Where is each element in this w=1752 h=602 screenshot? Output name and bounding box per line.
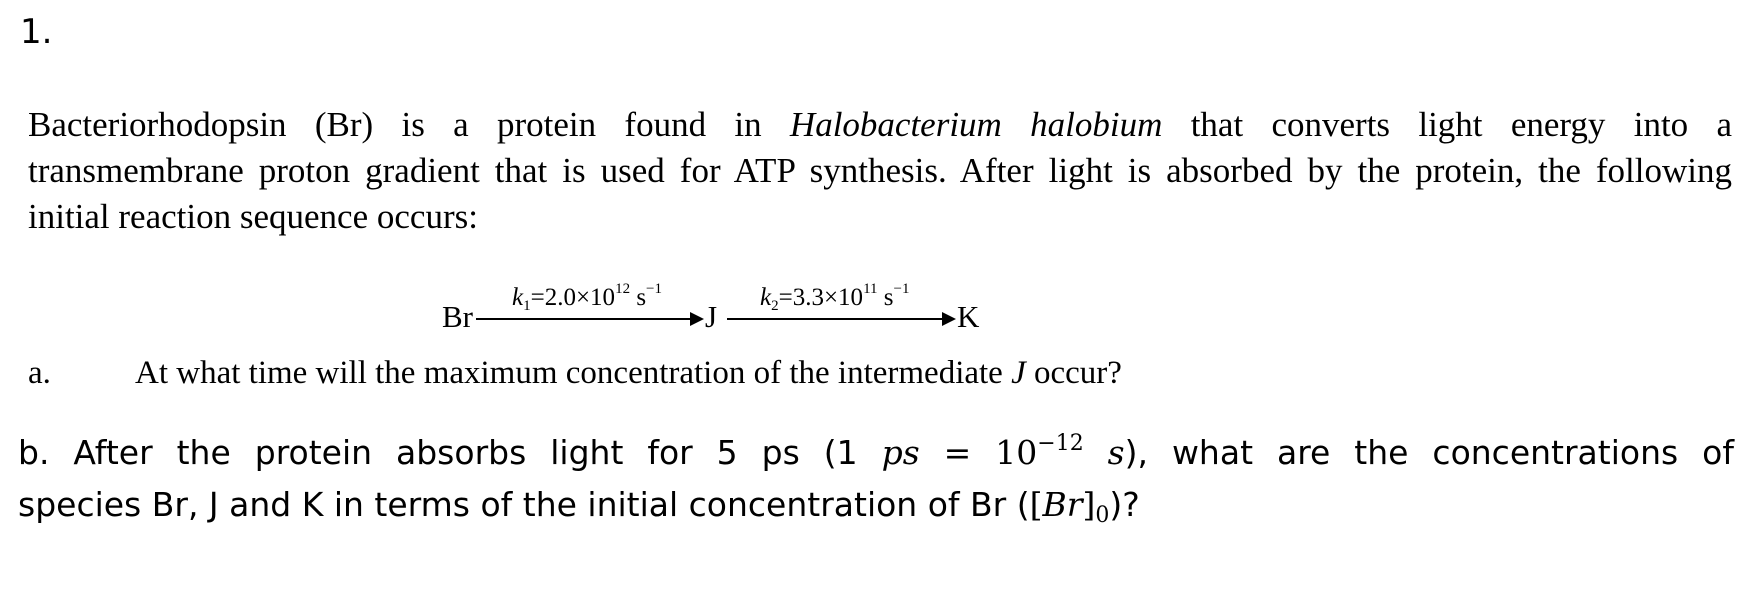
part-b-line-1: b. After the protein absorbs light for 5 ps (1 ps = $10^{-12}$ s), what are the concentrations of — [18, 431, 1734, 472]
question-number: 1. — [20, 12, 53, 52]
intro-line-1 — [28, 102, 1732, 148]
intro-line-2: transmembrane proton gradient that is used for ATP synthesis. After light is absorbed by the protein, the following — [28, 151, 1732, 190]
species-k: K — [957, 299, 980, 334]
arrow-2-head — [942, 312, 956, 326]
species-j: J — [705, 299, 718, 334]
intro-line-1-a: Bacteriorhodopsin (Br) is a protein found in — [28, 105, 762, 144]
intro-line-1-b: that converts light energy into a — [1190, 105, 1733, 144]
species-br: Br — [442, 299, 473, 334]
part-b-line-2: species Br, J and K in terms of the initial concentration of Br $([Br]_0)$? — [18, 485, 1140, 528]
part-a-label: a. — [28, 355, 51, 391]
rate-constant-k1: $k_1=2.0\times 10^{12}$ $s^{-1}$ — [512, 281, 663, 314]
rate-constant-k2: $k_2=3.3\times 10^{11}$ $s^{-1}$ — [760, 281, 910, 314]
part-a-question: At what time will the maximum concentration of the intermediate J occur? — [135, 355, 1122, 391]
intro-paragraph — [28, 102, 1732, 240]
intermediate-j: J — [1011, 355, 1026, 391]
reaction-scheme — [442, 270, 1110, 340]
part-b-question — [18, 418, 1734, 542]
organism-name: Halobacterium halobium — [789, 105, 1163, 144]
intro-line-3: initial reaction sequence occurs: — [28, 197, 478, 236]
arrow-1-head — [690, 312, 704, 326]
